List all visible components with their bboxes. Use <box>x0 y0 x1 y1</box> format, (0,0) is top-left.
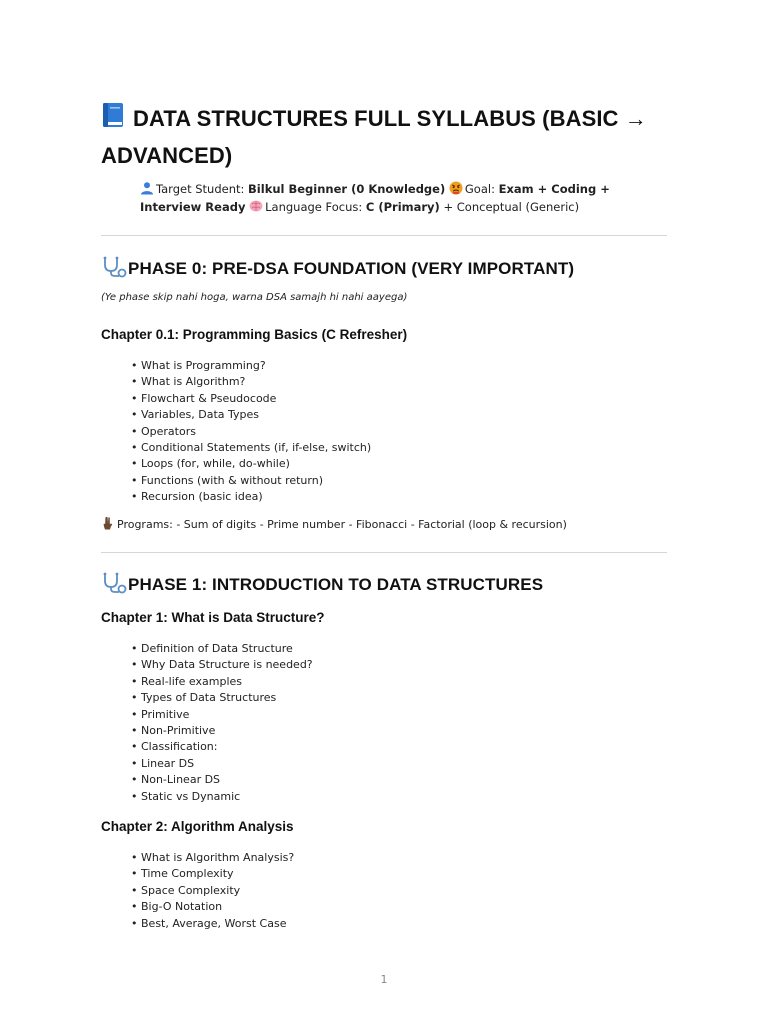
phase-1-heading <box>101 572 543 595</box>
list-item: • Best, Average, Worst Case <box>131 916 294 932</box>
language-label: Language Focus: <box>265 200 366 214</box>
stethoscope-icon <box>101 572 127 594</box>
list-item: • Space Complexity <box>131 883 294 899</box>
chapter-2-list <box>131 850 294 932</box>
list-item: • Non-Linear DS <box>131 772 313 788</box>
list-item: • Functions (with & without return) <box>131 473 371 489</box>
language-suffix: + Conceptual (Generic) <box>439 200 580 214</box>
phase-0-programs <box>101 516 567 531</box>
page-number: 1 <box>380 973 388 986</box>
list-item: • Conditional Statements (if, if-else, switch) <box>131 440 371 456</box>
list-item: • Classification: <box>131 739 313 755</box>
list-item: • Loops (for, while, do-while) <box>131 456 371 472</box>
list-item: • Non-Primitive <box>131 723 313 739</box>
list-item: • Big-O Notation <box>131 899 294 915</box>
chapter-1-list <box>131 641 313 805</box>
list-item: • Recursion (basic idea) <box>131 489 371 505</box>
document-title-text: DATA STRUCTURES FULL SYLLABUS (BASIC → ADVANCED) <box>101 106 647 168</box>
chapter-0-1-list <box>131 358 371 506</box>
hand-icon <box>101 516 115 530</box>
list-item: • Types of Data Structures <box>131 690 313 706</box>
list-item: • Variables, Data Types <box>131 407 371 423</box>
list-item: • Static vs Dynamic <box>131 789 313 805</box>
list-item: • Flowchart & Pseudocode <box>131 391 371 407</box>
document-meta <box>140 180 667 216</box>
list-item: • What is Algorithm? <box>131 374 371 390</box>
phase-0-title: PHASE 0: PRE-DSA FOUNDATION (VERY IMPORTANT) <box>128 259 575 278</box>
list-item: • What is Algorithm Analysis? <box>131 850 294 866</box>
language-value: C (Primary) <box>365 200 440 214</box>
chapter-1-title: Chapter 1: What is Data Structure? <box>101 610 325 625</box>
list-item: • Operators <box>131 424 371 440</box>
phase-0-heading <box>101 256 574 279</box>
list-item: • Time Complexity <box>131 866 294 882</box>
list-item: • Why Data Structure is needed? <box>131 657 313 673</box>
list-item: • Real-life examples <box>131 674 313 690</box>
goal-label: Goal: <box>464 182 499 196</box>
brain-icon <box>249 199 263 213</box>
target-label: Target Student: <box>156 182 249 196</box>
target-value: Bilkul Beginner (0 Knowledge) <box>248 182 446 196</box>
chapter-0-1-title: Chapter 0.1: Programming Basics (C Refresher) <box>101 327 408 342</box>
list-item: • Definition of Data Structure <box>131 641 313 657</box>
blue-book-icon <box>101 102 125 128</box>
user-icon <box>140 181 154 195</box>
phase-0-note: (Ye phase skip nahi hoga, warna DSA samajh hi nahi aayega) <box>101 292 408 303</box>
programs-text: Programs: - Sum of digits - Prime number - Fibonacci - Factorial (loop & recursion) <box>117 518 567 531</box>
chapter-2-title: Chapter 2: Algorithm Analysis <box>101 819 294 834</box>
list-item: • Primitive <box>131 707 313 723</box>
list-item: • Linear DS <box>131 756 313 772</box>
angry-face-icon <box>449 181 463 195</box>
phase-1-title: PHASE 1: INTRODUCTION TO DATA STRUCTURES <box>128 575 544 594</box>
goal-value: Exam + Coding + Interview Ready <box>140 182 610 214</box>
divider <box>101 235 667 236</box>
stethoscope-icon <box>101 256 127 278</box>
list-item: • What is Programming? <box>131 358 371 374</box>
document-title <box>101 100 667 174</box>
divider <box>101 552 667 553</box>
